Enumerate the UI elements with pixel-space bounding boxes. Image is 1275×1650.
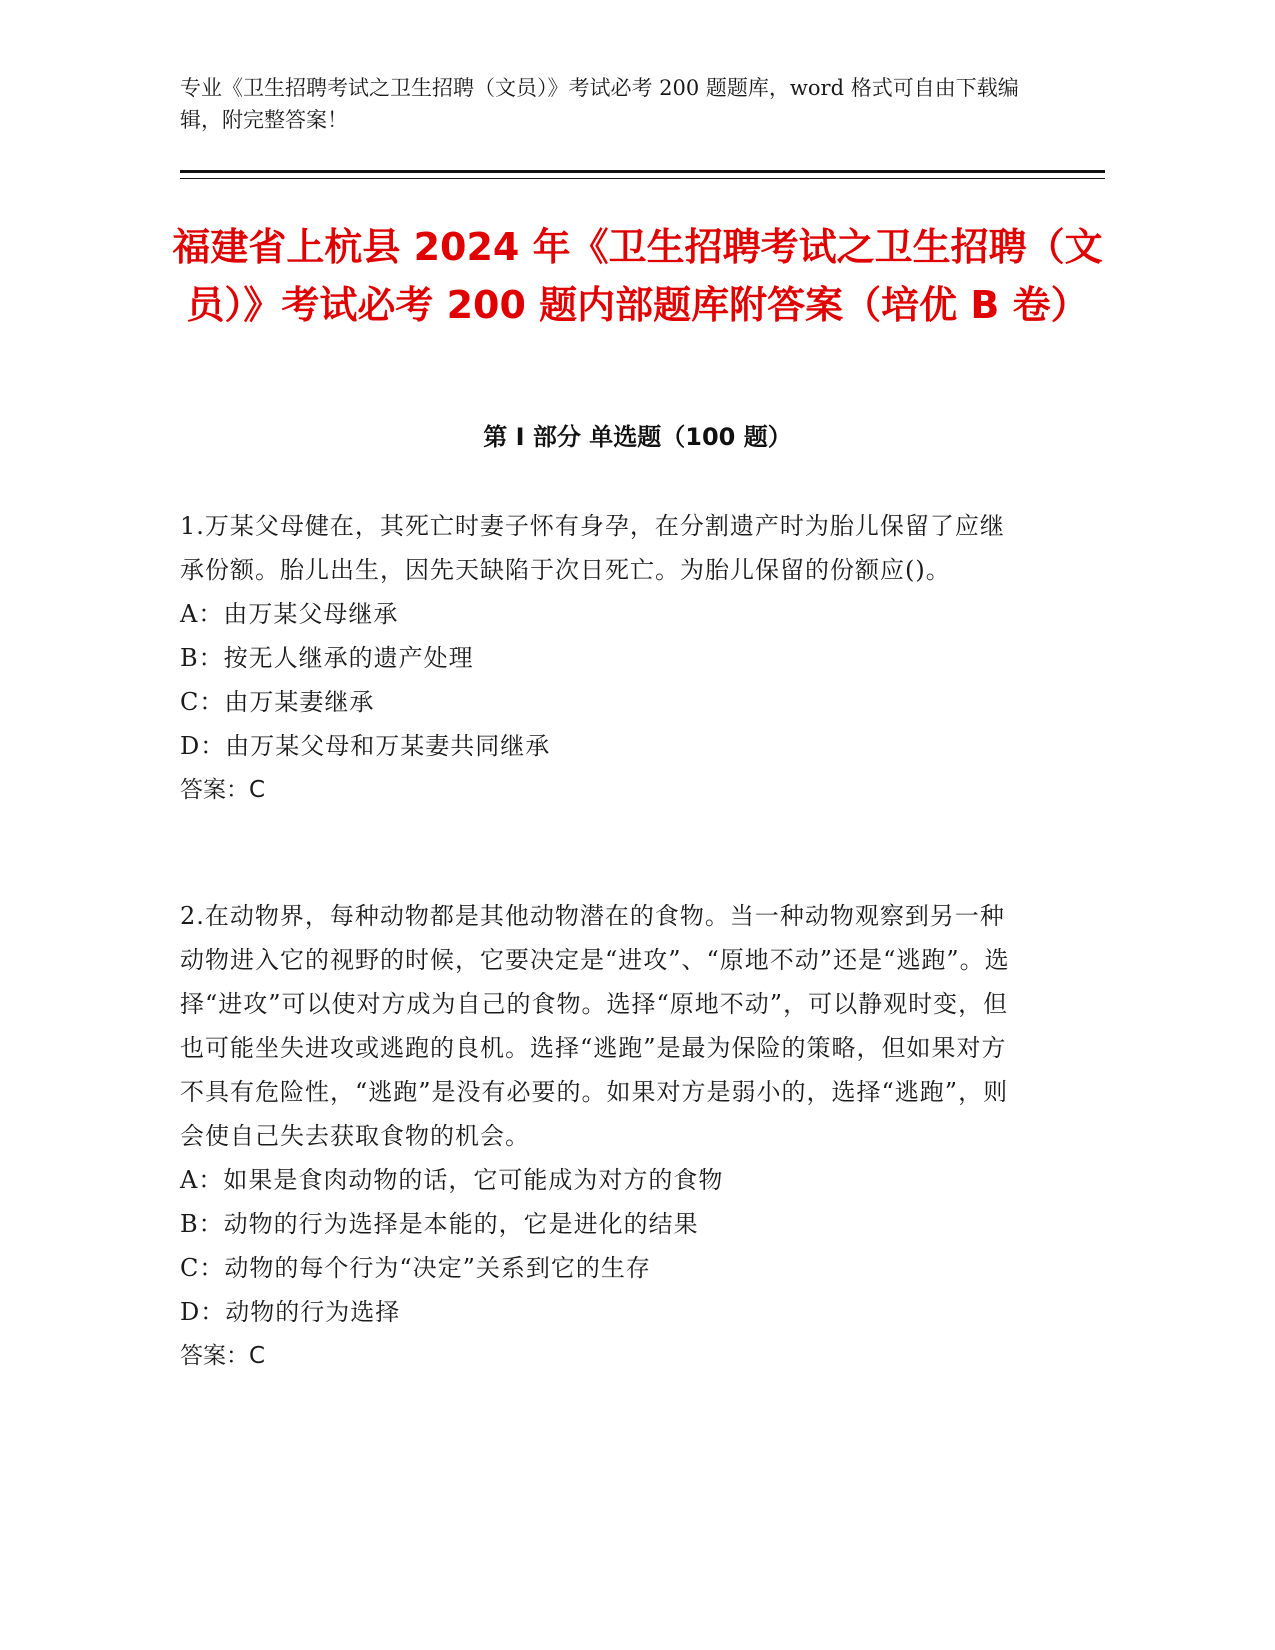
question-1: [180, 504, 1020, 812]
option-d: D：动物的行为选择: [180, 1298, 401, 1326]
question-stem: 2.在动物界，每种动物都是其他动物潜在的食物。当一种动物观察到另一种动物进入它的视野的时候，它要决定是“进攻”、“原地不动”还是“逃跑”。选择“进攻”可以使对方成为自己的食物。选择“原地不动”，可以静观时变，但也可能坐失进攻或逃跑的良机。选择“逃跑”是最为保险的策略，但如果对方不具有危险性，“逃跑”是没有必要的。如果对方是弱小的，选择“逃跑”，则会使自己失去获取食物的机会。: [180, 902, 1010, 1150]
section-title: 第 I 部分 单选题（100 题）: [483, 423, 792, 451]
option-a: A：由万某父母继承: [180, 600, 399, 628]
document-title: 福建省上杭县 2024 年《卫生招聘考试之卫生招聘（文员）》考试必考 200 题内部题库附答案（培优 B 卷）: [172, 225, 1103, 327]
header-rule-thin: [180, 178, 1105, 179]
option-b: B：按无人继承的遗产处理: [180, 644, 474, 672]
question-stem: 1.万某父母健在，其死亡时妻子怀有身孕，在分割遗产时为胎儿保留了应继承份额。胎儿出生，因先天缺陷于次日死亡。为胎儿保留的份额应()。: [180, 512, 1005, 584]
header-note: 专业《卫生招聘考试之卫生招聘（文员）》考试必考 200 题题库，word 格式可自由下载编辑，附完整答案！: [180, 76, 1019, 132]
answer: 答案：C: [180, 1343, 266, 1369]
answer: 答案：C: [180, 777, 266, 803]
option-a: A：如果是食肉动物的话，它可能成为对方的食物: [180, 1166, 724, 1194]
option-d: D：由万某父母和万某妻共同继承: [180, 732, 551, 760]
header-rule-thick: [180, 170, 1105, 173]
question-2: [180, 894, 1020, 1378]
option-b: B：动物的行为选择是本能的，它是进化的结果: [180, 1210, 699, 1238]
option-c: C：由万某妻继承: [180, 688, 375, 716]
option-c: C：动物的每个行为“决定”关系到它的生存: [180, 1254, 651, 1282]
